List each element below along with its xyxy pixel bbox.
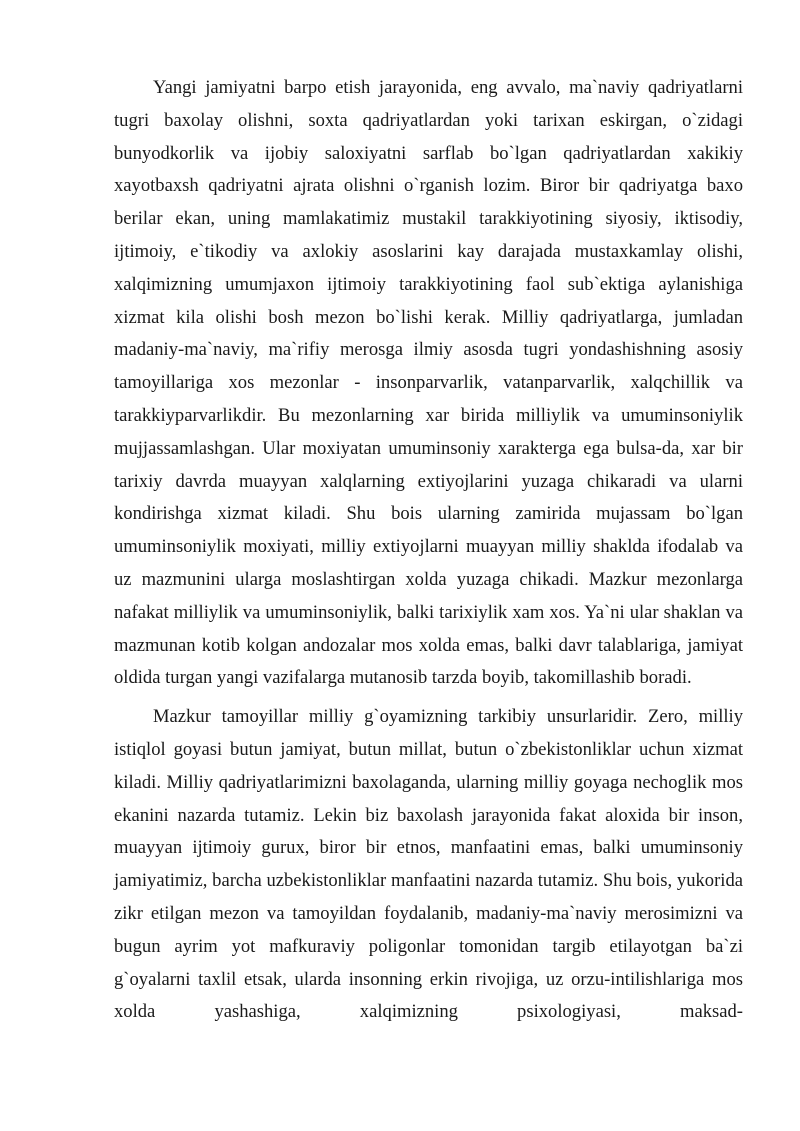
- document-body: [114, 72, 743, 1029]
- paragraph-1: Yangi jamiyatni barpo etish jarayonida, eng avvalo, ma`naviy qadriyatlarni tugri baxolay olishni, soxta qadriyatlardan yoki tarixan eskirgan, o`zidagi bunyodkorlik va ijobiy saloxiyatni sarflab bo`lgan qadriyatlardan xakikiy xayotbaxsh qadriyatni ajrata olishni o`rganish lozim. Biror bir qadriyatga baxo berilar ekan, uning mamlakatimiz mustakil tarakkiyotining siyosiy, iktisodiy, ijtimoiy, e`tikodiy va axlokiy asoslarini kay darajada mustaxkamlay olishi, xalqimizning umumjaxon ijtimoiy tarakkiyotining faol sub`ektiga aylanishiga xizmat kila olishi bosh mezon bo`lishi kerak. Milliy qadriyatlarga, jumladan madaniy-ma`naviy, ma`rifiy merosga ilmiy asosda tugri yondashishning asosiy tamoyillariga xos mezonlar - insonparvarlik, vatanparvarlik, xalqchillik va tarakkiyparvarlikdir. Bu mezonlarning xar birida milliylik va umuminsoniylik mujjassamlashgan. Ular moxiyatan umuminsoniy xarakterga ega bulsa-da, xar bir tarixiy davrda muayyan xalqlarning extiyojlarini yuzaga chikaradi va ularni kondirishga xizmat kiladi. Shu bois ularning zamirida mujassam bo`lgan umuminsoniylik moxiyati, milliy extiyojlarni muayyan milliy shaklda ifodalab va uz mazmunini ularga moslashtirgan xolda yuzaga chikadi. Mazkur mezonlarga nafakat milliylik va umuminsoniylik, balki tarixiylik xam xos. Ya`ni ular shaklan va mazmunan kotib kolgan andozalar mos xolda emas, balki davr talablariga, jamiyat oldida turgan yangi vazifalarga mutanosib tarzda boyib, takomillashib boradi.: [114, 77, 743, 689]
- paragraph-2: Mazkur tamoyillar milliy g`oyamizning tarkibiy unsurlaridir. Zero, milliy istiqlol goyasi butun jamiyat, butun millat, butun o`zbekistonliklar uchun xizmat kiladi. Milliy qadriyatlarimizni baxolaganda, ularning milliy goyaga nechoglik mos ekanini nazarda tutamiz. Lekin biz baxolash jarayonida fakat aloxida bir inson, muayyan ijtimoiy gurux, biror bir etnos, manfaatini emas, balki umuminsoniy jamiyatimiz, barcha uzbekistonliklar manfaatini nazarda tutamiz. Shu bois, yukorida zikr etilgan mezon va tamoyildan foydalanib, madaniy-ma`naviy merosimizni va bugun ayrim yot mafkuraviy poligonlar tomonidan targib etilayotgan ba`zi g`oyalarni taxlil etsak, ularda insonning erkin rivojiga, uz orzu-intilishlariga mos xolda yashashiga, xalqimizning psixologiyasi, maksad-: [114, 706, 743, 1023]
